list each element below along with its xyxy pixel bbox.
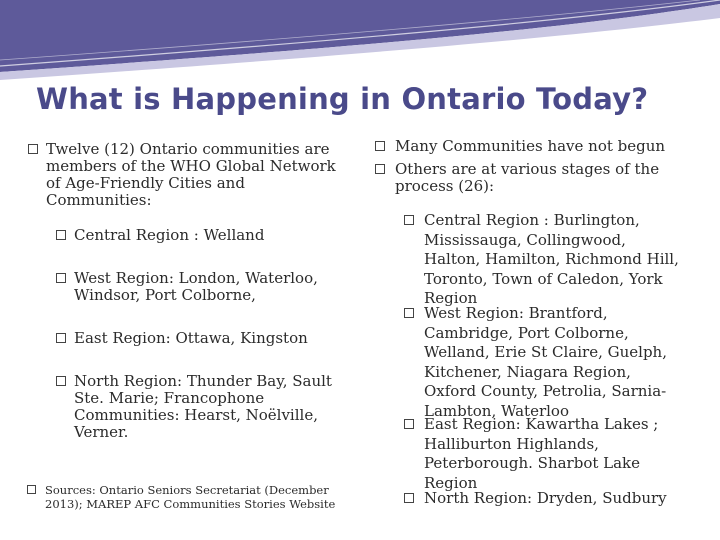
- left-intro-text: Twelve (12) Ontario communities are members of the WHO Global Network of Age-Friendly Cities and Communities:: [46, 140, 336, 209]
- bullet-box-icon: [27, 485, 36, 494]
- right-region-item: [404, 304, 686, 421]
- left-region-text: Central Region : Welland: [74, 226, 265, 244]
- sources-note: [27, 483, 357, 511]
- bullet-box-icon: [404, 308, 414, 318]
- left-region-text: East Region: Ottawa, Kingston: [74, 329, 308, 347]
- left-region-item: [56, 330, 346, 347]
- right-top-text: Others are at various stages of the process (26):: [395, 160, 660, 195]
- bullet-box-icon: [56, 333, 66, 343]
- header-swoosh-graphic: [0, 0, 720, 80]
- right-region-text: East Region: Kawartha Lakes ; Halliburton Highlands, Peterborough. Sharbot Lake Region: [424, 415, 659, 492]
- bullet-box-icon: [28, 144, 38, 154]
- bullet-box-icon: [404, 419, 414, 429]
- left-region-item: [56, 373, 346, 441]
- bullet-box-icon: [404, 215, 414, 225]
- left-region-item: [56, 270, 346, 304]
- right-region-item: [404, 415, 674, 493]
- bullet-box-icon: [375, 164, 385, 174]
- bullet-box-icon: [56, 376, 66, 386]
- left-intro-bullet: [28, 141, 350, 209]
- right-region-text: West Region: Brantford, Cambridge, Port Colborne, Welland, Erie St Claire, Guelph, Kitchener, Niagara Region, Oxford County, Petrolia, Sarnia-Lambton, Waterloo: [424, 304, 667, 420]
- right-region-item: [404, 489, 686, 509]
- sources-text: Sources: Ontario Seniors Secretariat (December 2013); MAREP AFC Communities Stories Website: [45, 483, 336, 511]
- bullet-box-icon: [56, 230, 66, 240]
- right-top-text: Many Communities have not begun: [395, 137, 666, 155]
- bullet-box-icon: [56, 273, 66, 283]
- right-region-text: North Region: Dryden, Sudbury: [424, 489, 667, 507]
- left-region-text: North Region: Thunder Bay, Sault Ste. Marie; Francophone Communities: Hearst, Noëlville, Verner.: [74, 372, 332, 441]
- right-top-bullet: [375, 161, 675, 195]
- right-region-text: Central Region : Burlington, Mississauga, Collingwood, Halton, Hamilton, Richmond Hill, Toronto, Town of Caledon, York Region: [424, 211, 679, 307]
- slide-title: What is Happening in Ontario Today?: [36, 82, 649, 116]
- right-region-item: [404, 211, 686, 309]
- right-top-bullet: [375, 138, 695, 155]
- left-region-item: [56, 227, 346, 244]
- bullet-box-icon: [404, 493, 414, 503]
- left-region-text: West Region: London, Waterloo, Windsor, Port Colborne,: [74, 269, 318, 304]
- bullet-box-icon: [375, 141, 385, 151]
